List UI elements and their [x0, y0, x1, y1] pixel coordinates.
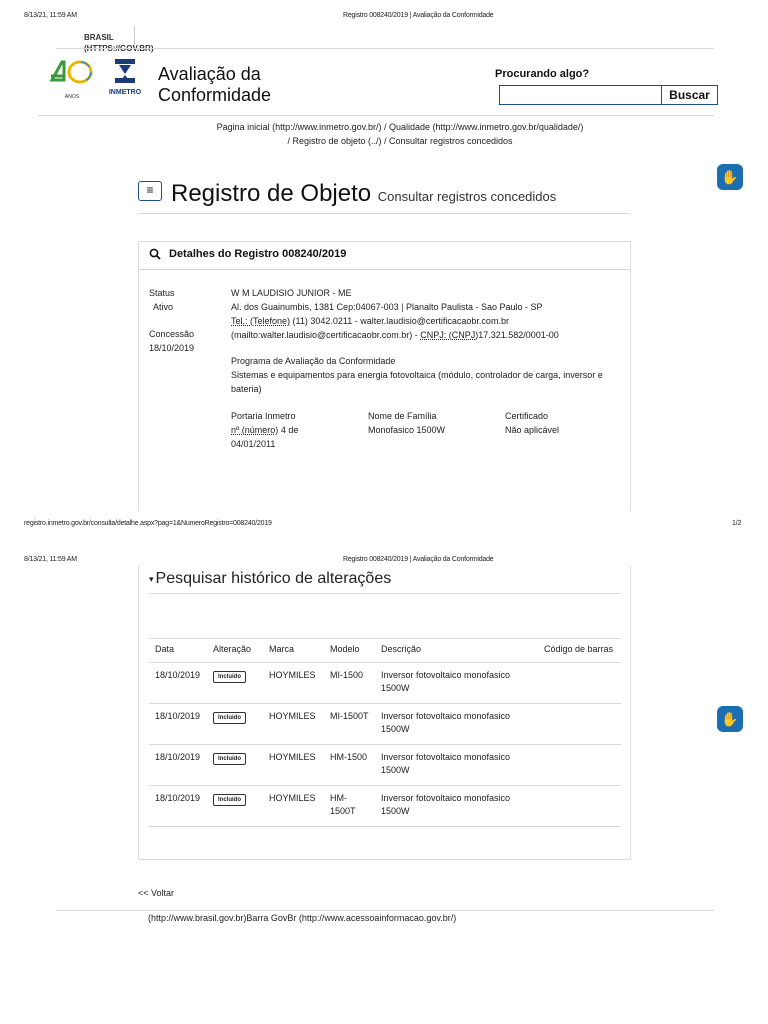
- company-mail: [231, 328, 623, 342]
- footer-divider: [56, 910, 714, 911]
- history-title-divider: [149, 593, 621, 594]
- search-input[interactable]: [499, 85, 662, 105]
- footer-links[interactable]: (http://www.brasil.gov.br)Barra GovBr (http://www.acessoainformacao.gov.br/): [148, 913, 457, 923]
- col-alteracao: Alteração: [207, 639, 263, 663]
- history-toggle[interactable]: [149, 570, 391, 588]
- row-codigo: [538, 745, 621, 786]
- gov-bar-link[interactable]: [84, 32, 153, 54]
- details-header-divider: [139, 269, 630, 270]
- tel-text: (11) 3042.0211 - walter.laudisio@certificacaobr.com.br: [290, 316, 509, 326]
- table-row: [149, 663, 621, 704]
- row-modelo: HM-1500T: [324, 786, 375, 827]
- site-title-line1: Avaliação da: [158, 64, 261, 84]
- familia-label: Nome de Família: [368, 411, 437, 421]
- familia-block: [368, 409, 498, 437]
- program-name: Programa de Avaliação da Conformidade: [231, 356, 396, 366]
- status-badge: Incluído: [213, 712, 246, 724]
- cnpj-value: 17.321.582/0001-00: [478, 330, 559, 340]
- row-codigo: [538, 663, 621, 704]
- page-title: [171, 180, 556, 208]
- print-title-p2: Registro 008240/2019 | Avaliação da Conformidade: [343, 556, 494, 563]
- header-divider: [56, 48, 714, 49]
- search-form: [499, 85, 718, 105]
- concessao-block: [149, 327, 194, 355]
- history-title: Pesquisar histórico de alterações: [155, 570, 392, 587]
- portaria-number-link[interactable]: nº (número): [231, 425, 279, 435]
- search-magnifier-icon: [149, 248, 161, 260]
- mailto-link[interactable]: (mailto:walter.laudisio@certificacaobr.com.br) -: [231, 330, 421, 340]
- row-data: 18/10/2019: [149, 786, 207, 827]
- certificado-value: Não aplicável: [505, 425, 560, 435]
- row-modelo: HM-1500: [324, 745, 375, 786]
- row-codigo: [538, 786, 621, 827]
- status-block: [149, 286, 175, 314]
- status-label: Status: [149, 288, 175, 298]
- portaria-date: 04/01/2011: [231, 439, 276, 449]
- print-datetime: 8/13/21, 11:59 AM: [24, 12, 77, 19]
- portaria-number-text: 4 de: [278, 425, 299, 435]
- inmetro-emblem-icon: [102, 58, 148, 84]
- search-label: Procurando algo?: [495, 68, 590, 80]
- row-modelo: MI-1500: [324, 663, 375, 704]
- col-data: Data: [149, 639, 207, 663]
- col-descricao: Descrição: [375, 639, 538, 663]
- history-table: [149, 638, 621, 827]
- concessao-value: 18/10/2019: [149, 343, 195, 353]
- row-marca: HOYMILES: [263, 663, 324, 704]
- row-data: 18/10/2019: [149, 663, 207, 704]
- row-descricao: Inversor fotovoltaico monofasico 1500W: [375, 663, 538, 704]
- history-header-row: [149, 639, 621, 663]
- row-marca: HOYMILES: [263, 745, 324, 786]
- caret-down-icon: ▾: [149, 573, 154, 584]
- search-button[interactable]: Buscar: [662, 85, 718, 105]
- company-contact: [231, 314, 623, 328]
- company-name: W M LAUDISIO JUNIOR - ME: [231, 288, 352, 298]
- row-modelo: MI-1500T: [324, 704, 375, 745]
- row-codigo: [538, 704, 621, 745]
- inmetro-logo[interactable]: [102, 58, 148, 98]
- logo-anos-text: ANOS: [64, 94, 80, 100]
- page-subtitle: Consultar registros concedidos: [377, 189, 557, 204]
- site-title[interactable]: [158, 64, 271, 106]
- print-datetime-p2: 8/13/21, 11:59 AM: [24, 556, 77, 563]
- portaria-label: Portaria Inmetro: [231, 411, 296, 421]
- certificado-label: Certificado: [505, 411, 549, 421]
- col-codigo: Código de barras: [538, 639, 621, 663]
- nav-divider: [38, 115, 714, 116]
- accessibility-vlibras-icon[interactable]: ✋: [717, 706, 743, 732]
- table-row: [149, 786, 621, 827]
- forty-years-icon: [48, 58, 96, 88]
- breadcrumb-line1[interactable]: Pagina inicial (http://www.inmetro.gov.br/) / Qualidade (http://www.inmetro.gov.br/qualidade/): [216, 122, 584, 132]
- tel-link[interactable]: Tel.: (Telefone): [231, 316, 291, 326]
- print-page-number: 1/2: [732, 520, 742, 527]
- table-row: [149, 704, 621, 745]
- menu-icon[interactable]: ≡: [138, 181, 162, 201]
- logo-inmetro-text: INMETRO: [108, 89, 142, 96]
- row-descricao: Inversor fotovoltaico monofasico 1500W: [375, 745, 538, 786]
- breadcrumb: [180, 120, 620, 148]
- print-footer-url: registro.inmetro.gov.br/consulta/detalhe.aspx?pag=1&NumeroRegistro=008240/2019: [24, 520, 272, 527]
- cnpj-link[interactable]: CNPJ: (CNPJ): [420, 330, 479, 340]
- familia-value: Monofasico 1500W: [368, 425, 446, 435]
- status-badge: Incluído: [213, 671, 246, 683]
- row-descricao: Inversor fotovoltaico monofasico 1500W: [375, 704, 538, 745]
- print-title: Registro 008240/2019 | Avaliação da Conformidade: [343, 12, 494, 19]
- breadcrumb-line2[interactable]: / Registro de objeto (../) / Consultar registros concedidos: [287, 136, 513, 146]
- col-modelo: Modelo: [324, 639, 375, 663]
- details-header: [149, 248, 346, 260]
- row-data: 18/10/2019: [149, 704, 207, 745]
- row-marca: HOYMILES: [263, 704, 324, 745]
- gov-bar-brasil: BRASIL: [84, 33, 114, 42]
- row-marca: HOYMILES: [263, 786, 324, 827]
- anniversary-logo: [48, 58, 96, 100]
- details-heading: Detalhes do Registro 008240/2019: [169, 248, 347, 260]
- status-badge: Incluído: [213, 753, 246, 765]
- accessibility-vlibras-icon[interactable]: ✋: [717, 164, 743, 190]
- program-scope: Sistemas e equipamentos para energia fotovoltaica (módulo, controlador de carga, inversor e bateria): [231, 370, 603, 394]
- history-panel: [138, 566, 631, 860]
- concessao-label: Concessão: [149, 329, 195, 339]
- page-title-main: Registro de Objeto: [171, 180, 372, 207]
- row-descricao: Inversor fotovoltaico monofasico 1500W: [375, 786, 538, 827]
- col-marca: Marca: [263, 639, 324, 663]
- title-divider: [138, 213, 630, 214]
- status-value: Ativo: [153, 302, 174, 312]
- company-block: [231, 286, 623, 342]
- program-block: [231, 354, 623, 396]
- site-title-line2: Conformidade: [158, 85, 272, 105]
- row-data: 18/10/2019: [149, 745, 207, 786]
- table-row: [149, 745, 621, 786]
- back-link[interactable]: << Voltar: [138, 888, 175, 898]
- certificado-block: [505, 409, 625, 437]
- details-panel: [138, 241, 631, 511]
- portaria-block: [231, 409, 361, 451]
- status-badge: Incluído: [213, 794, 246, 806]
- company-address: Al. dos Guainumbis, 1381 Cep:04067-003 | Planalto Paulista - Sao Paulo - SP: [231, 302, 543, 312]
